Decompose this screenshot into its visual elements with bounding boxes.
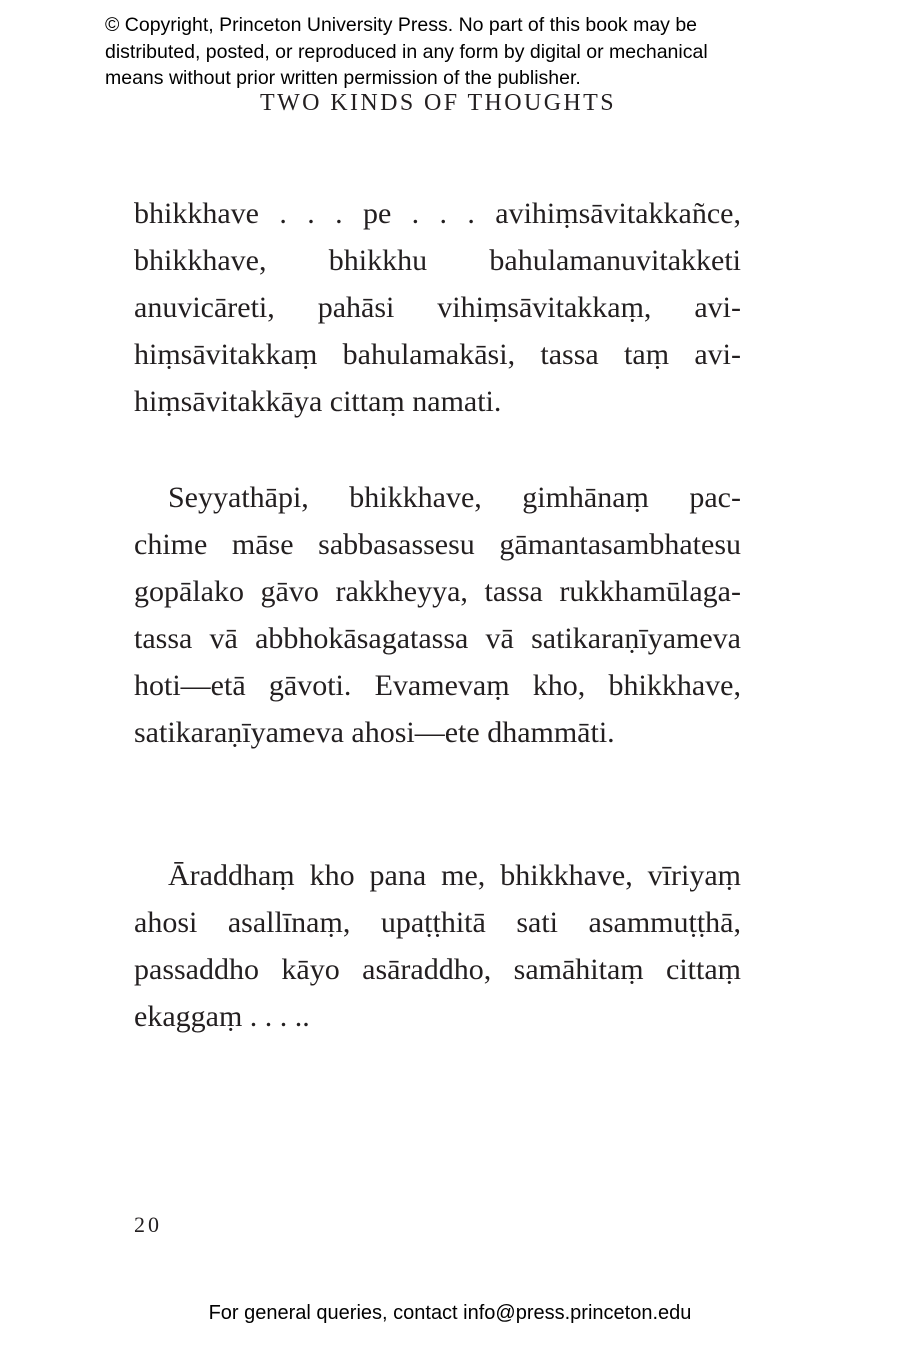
text-line: hoti—etā gāvoti. Evamevaṃ kho, bhikkhave, bbox=[134, 669, 741, 702]
text-line: bhikkhave . . . pe . . . avihiṃsāvitakkañce, bbox=[134, 197, 741, 230]
copyright-line: means without prior written permission of the publisher. bbox=[105, 67, 581, 89]
footer-contact: For general queries, contact info@press.princeton.edu bbox=[208, 1302, 692, 1324]
text-line: Āraddhaṃ kho pana me, bhikkhave, vīriyaṃ bbox=[168, 859, 741, 892]
page-number: 20 bbox=[134, 1212, 162, 1237]
text-line: ahosi asallīnaṃ, upaṭṭhitā sati asammuṭṭhā, bbox=[134, 906, 741, 939]
paragraph bbox=[134, 852, 741, 1040]
text-line: hiṃsāvitakkāya cittaṃ namati. bbox=[134, 385, 502, 418]
text-line: bhikkhave, bhikkhu bahulamanuvitakketi bbox=[134, 244, 741, 277]
text-line: passaddho kāyo asāraddho, samāhitaṃ cittaṃ bbox=[134, 953, 741, 986]
paragraph bbox=[134, 474, 741, 756]
running-head: TWO KINDS OF THOUGHTS bbox=[260, 90, 616, 116]
copyright-notice bbox=[105, 12, 825, 92]
text-line: gopālako gāvo rakkheyya, tassa rukkhamūlaga- bbox=[134, 575, 741, 608]
text-line: tassa vā abbhokāsagatassa vā satikaraṇīyameva bbox=[134, 622, 741, 655]
text-line: chime māse sabbasassesu gāmantasambhatesu bbox=[134, 528, 741, 561]
text-line: Seyyathāpi, bhikkhave, gimhānaṃ pac- bbox=[168, 481, 741, 514]
copyright-line: © Copyright, Princeton University Press. No part of this book may be bbox=[105, 14, 698, 36]
text-line: ekaggaṃ . . . .. bbox=[134, 1000, 310, 1033]
paragraph bbox=[134, 190, 741, 425]
text-line: satikaraṇīyameva ahosi—ete dhammāti. bbox=[134, 716, 615, 749]
text-line: hiṃsāvitakkaṃ bahulamakāsi, tassa taṃ avi- bbox=[134, 338, 741, 371]
text-line: anuvicāreti, pahāsi vihiṃsāvitakkaṃ, avi- bbox=[134, 291, 741, 324]
copyright-line: distributed, posted, or reproduced in any form by digital or mechanical bbox=[105, 40, 708, 63]
